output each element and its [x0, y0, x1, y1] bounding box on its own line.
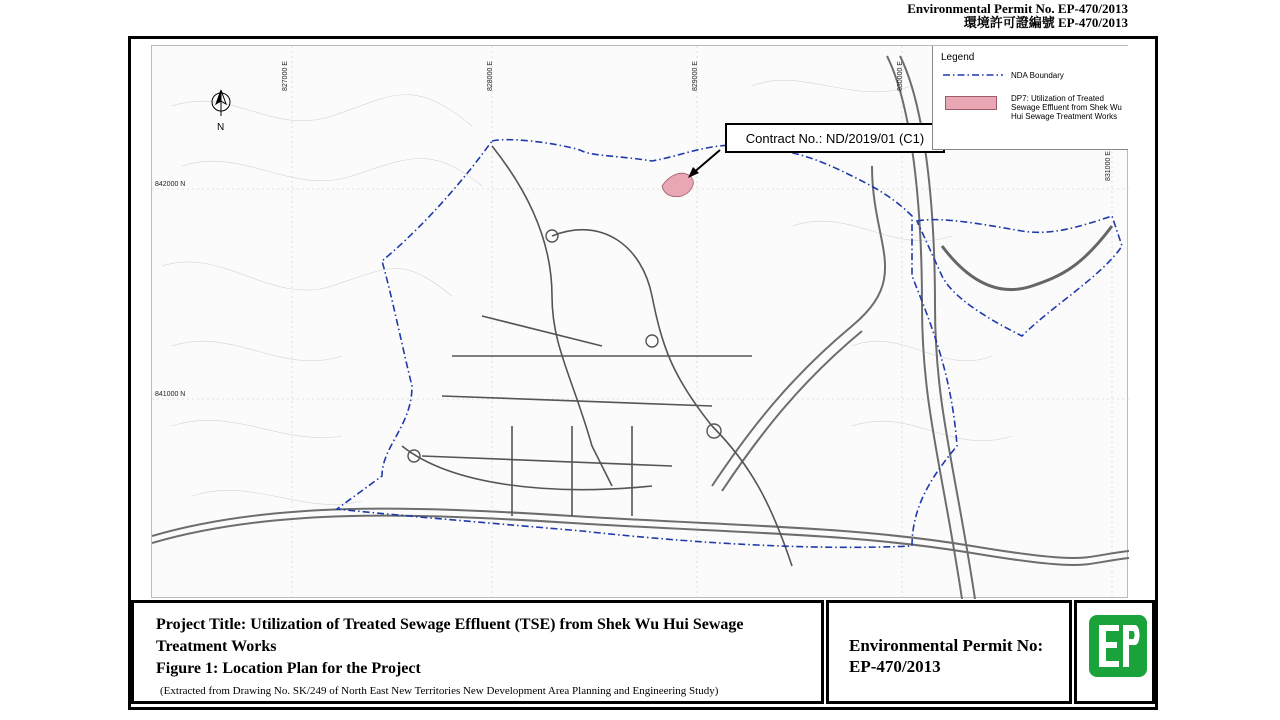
roundabouts	[408, 230, 721, 462]
source-note: (Extracted from Drawing No. SK/249 of North East New Territories New Development Area Planning and Engineering Study)	[160, 685, 719, 697]
river-channel	[942, 226, 1112, 290]
northing-label: 842000 N	[155, 181, 186, 188]
northing-label: 841000 N	[155, 391, 186, 398]
north-label: N	[217, 122, 225, 133]
permit-label-text: Environmental Permit No:	[849, 636, 1044, 655]
legend-site-symbol	[945, 96, 997, 110]
legend-title: Legend	[941, 52, 975, 63]
contract-callout: Contract No.: ND/2019/01 (C1)	[725, 123, 945, 153]
easting-label: 829000 E	[692, 61, 699, 91]
permit-line-en: Environmental Permit No. EP-470/2013	[907, 1, 1128, 16]
legend-site-label: DP7: Utilization of Treated Sewage Effluent from Shek Wu Hui Sewage Treatment Works	[1011, 94, 1122, 121]
easting-label: 827000 E	[282, 61, 289, 91]
road-network	[402, 146, 792, 566]
permit-box	[826, 600, 1072, 704]
north-arrow-icon	[212, 90, 230, 116]
project-title-box	[131, 600, 824, 704]
permit-label	[849, 635, 1043, 677]
legend-boundary-symbol	[943, 72, 1003, 78]
project-title: Project Title: Utilization of Treated Sewage Effluent (TSE) from Shek Wu Hui Sewage Treatment Works	[156, 616, 744, 655]
epd-logo-icon	[1089, 615, 1147, 677]
legend-boundary-label: NDA Boundary	[1011, 71, 1064, 80]
easting-label: 828000 E	[487, 61, 494, 91]
legend	[932, 46, 1128, 150]
permit-number: EP-470/2013	[849, 657, 941, 676]
easting-label: 830000 E	[897, 61, 904, 91]
title-block	[131, 600, 1155, 707]
logo-box	[1074, 600, 1155, 704]
location-map	[151, 45, 1128, 598]
easting-label: 831000 E	[1105, 151, 1112, 181]
permit-header	[907, 2, 1128, 30]
permit-line-zh: 環境許可證編號 EP-470/2013	[963, 15, 1128, 30]
figure-title: Figure 1: Location Plan for the Project	[156, 660, 421, 677]
nda-boundary-east	[917, 216, 1122, 336]
